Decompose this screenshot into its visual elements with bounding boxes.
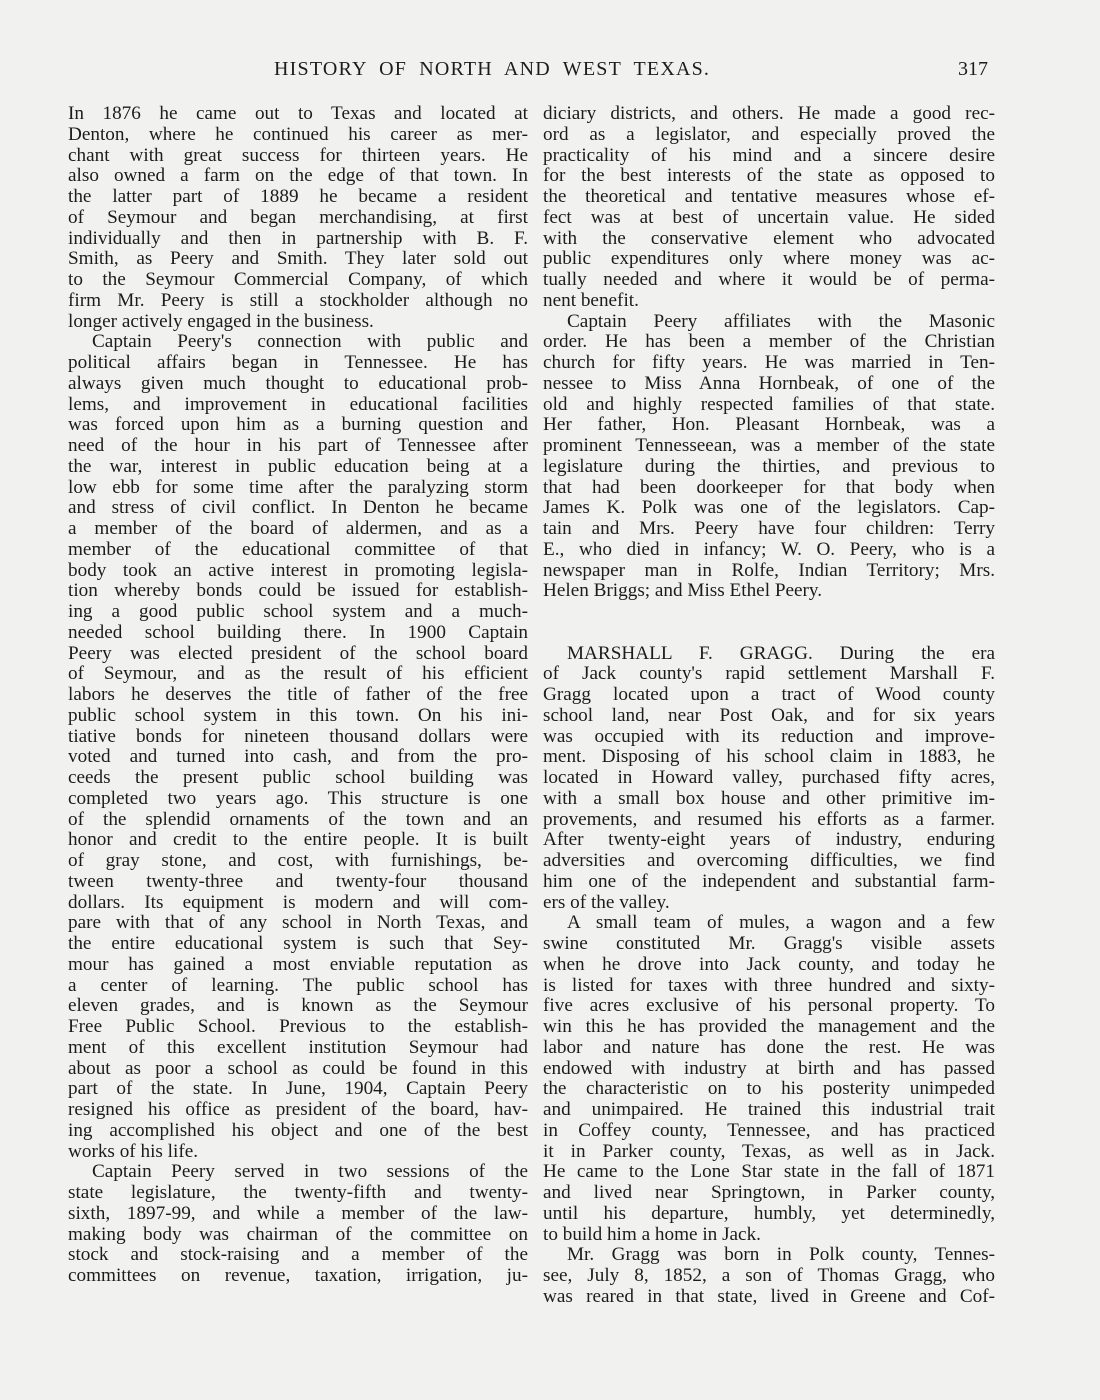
text-line: until his departure, humbly, yet determinedly, — [543, 1202, 995, 1224]
text-line: In 1876 he came out to Texas and located at — [68, 103, 528, 124]
text-line: sixth, 1897-99, and while a member of the law- — [68, 1202, 528, 1224]
text-line: pare with that of any school in North Texas, and — [68, 912, 528, 934]
text-line: diciary districts, and others. He made a good rec- — [543, 103, 995, 124]
text-line: public school system in this town. On his ini- — [68, 704, 528, 726]
text-line: that had been doorkeeper for that body when — [543, 476, 995, 498]
text-line: ing a good public school system and a much- — [68, 601, 528, 622]
text-line: low ebb for some time after the paralyzing storm — [68, 476, 528, 498]
text-line: adversities and overcoming difficulties, we find — [543, 850, 995, 871]
text-line: swine constituted Mr. Gragg's visible assets — [543, 933, 995, 954]
text-line: dollars. Its equipment is modern and will com- — [68, 891, 528, 913]
text-line: body took an active interest in promoting legisla- — [68, 559, 528, 581]
text-line: honor and credit to the entire people. It is built — [68, 829, 528, 851]
text-line: prominent Tennesseean, was a member of the state — [543, 435, 995, 456]
text-line: Smith, as Peery and Smith. They later sold out — [68, 248, 528, 270]
text-line: of Seymour and began merchandising, at first — [68, 206, 528, 228]
text-line: him one of the independent and substantial farm- — [543, 870, 995, 892]
text-line: needed school building there. In 1900 Captain — [68, 621, 528, 643]
text-line: mour has gained a most enviable reputation as — [68, 953, 528, 975]
text-line: endowed with industry at birth and has passed — [543, 1057, 995, 1079]
text-line: tween twenty-three and twenty-four thousand — [68, 870, 528, 892]
text-line: labor and nature has done the rest. He was — [543, 1036, 995, 1058]
text-line: committees on revenue, taxation, irrigation, ju- — [68, 1265, 528, 1286]
text-line: was forced upon him as a burning question and — [68, 414, 528, 436]
text-line: tain and Mrs. Peery have four children: Terry — [543, 518, 995, 539]
text-line: stock and stock-raising and a member of the — [68, 1244, 528, 1266]
text-line: tion whereby bonds could be issued for establish- — [68, 580, 528, 602]
text-line: labors he deserves the title of father of the free — [68, 684, 528, 705]
text-line: was occupied with its reduction and improve- — [543, 725, 995, 747]
text-line: nessee to Miss Anna Hornbeak, of one of the — [543, 372, 995, 394]
text-line: Captain Peery served in two sessions of the — [92, 1161, 528, 1183]
text-line: nent benefit. — [543, 289, 639, 311]
text-line: see, July 8, 1852, a son of Thomas Gragg, who — [543, 1265, 995, 1286]
text-line: James K. Polk was one of the legislators. Cap- — [543, 497, 995, 519]
text-line: Helen Briggs; and Miss Ethel Peery. — [543, 580, 823, 602]
text-line: Peery was elected president of the school board — [68, 642, 528, 664]
text-line: legislature during the thirties, and previous to — [543, 455, 995, 477]
text-line: was reared in that state, lived in Greene and Cof- — [543, 1285, 995, 1307]
running-header — [0, 58, 1100, 84]
text-line: of gray stone, and cost, with furnishings, be- — [68, 850, 528, 871]
text-line: practicality of his mind and a sincere desire — [543, 144, 995, 166]
text-line: Mr. Gragg was born in Polk county, Tennes- — [567, 1244, 995, 1266]
text-line: eleven grades, and is known as the Seymour — [68, 995, 528, 1017]
text-line: Captain Peery's connection with public and — [92, 331, 528, 353]
right-column — [543, 104, 995, 1308]
text-line: completed two years ago. This structure is one — [68, 787, 528, 809]
left-column — [68, 104, 528, 1287]
text-line: to build him a home in Jack. — [543, 1223, 761, 1245]
text-line: the characteristic on to his posterity unimpeded — [543, 1078, 995, 1100]
text-line: five acres exclusive of his personal property. To — [543, 995, 995, 1017]
text-line: E., who died in infancy; W. O. Peery, who is a — [543, 538, 995, 560]
text-line: the entire educational system is such that Sey- — [68, 933, 528, 954]
text-line: state legislature, the twenty-fifth and twenty- — [68, 1182, 528, 1203]
text-line: always given much thought to educational prob- — [68, 372, 528, 394]
text-line: with the conservative element who advocated — [543, 227, 995, 249]
text-line: need of the hour in his part of Tennessee after — [68, 435, 528, 456]
text-line: is listed for taxes with three hundred and sixty- — [543, 974, 995, 996]
text-line: works of his life. — [68, 1140, 199, 1162]
text-line: fect was at best of uncertain value. He sided — [543, 206, 995, 228]
text-line: and unimpaired. He trained this industrial trait — [543, 1099, 995, 1120]
text-line: it in Parker county, Texas, as well as in Jack. — [543, 1140, 995, 1162]
text-line: when he drove into Jack county, and today he — [543, 953, 995, 975]
text-line: He came to the Lone Star state in the fall of 1871 — [543, 1161, 995, 1183]
text-line: Her father, Hon. Pleasant Hornbeak, was a — [543, 414, 995, 436]
text-line: and lived near Springtown, in Parker county, — [543, 1182, 995, 1203]
text-line: resigned his office as president of the board, hav- — [68, 1099, 528, 1120]
text-line: of Seymour, and as the result of his efficient — [68, 663, 528, 685]
text-line: After twenty-eight years of industry, enduring — [543, 829, 995, 851]
text-line: the war, interest in public education being at a — [68, 455, 528, 477]
text-line: the latter part of 1889 he became a resident — [68, 186, 528, 207]
page-number: 317 — [958, 58, 988, 80]
text-line: public expenditures only where money was ac- — [543, 248, 995, 270]
text-line: ment of this excellent institution Seymour had — [68, 1036, 528, 1058]
text-line: A small team of mules, a wagon and a few — [567, 912, 995, 934]
text-line: of the splendid ornaments of the town and an — [68, 808, 528, 830]
text-line: Captain Peery affiliates with the Masonic — [567, 310, 995, 332]
blank-line — [543, 602, 995, 623]
text-line: church for fifty years. He was married in Ten- — [543, 352, 995, 373]
text-line: tually needed and where it would be of perma- — [543, 269, 995, 290]
text-line: firm Mr. Peery is still a stockholder although no — [68, 289, 528, 311]
text-line: voted and turned into cash, and from the pro- — [68, 746, 528, 768]
text-line: chant with great success for thirteen years. He — [68, 144, 528, 166]
text-line: for the best interests of the state as opposed to — [543, 165, 995, 187]
text-line: school land, near Post Oak, and for six years — [543, 704, 995, 726]
text-line: individually and then in partnership with B. F. — [68, 227, 528, 249]
text-line: order. He has been a member of the Christian — [543, 331, 995, 353]
running-title: HISTORY OF NORTH AND WEST TEXAS. — [274, 58, 711, 80]
text-line: located in Howard valley, purchased fifty acres, — [543, 767, 995, 788]
text-line: ord as a legislator, and especially proved the — [543, 123, 995, 145]
text-line: a member of the board of aldermen, and as a — [68, 518, 528, 539]
blank-line — [543, 623, 995, 644]
text-line: win this he has provided the management and the — [543, 1016, 995, 1037]
text-line: tiative bonds for nineteen thousand dollars were — [68, 725, 528, 747]
text-line: part of the state. In June, 1904, Captain Peery — [68, 1078, 528, 1100]
text-line: and stress of civil conflict. In Denton he became — [68, 497, 528, 519]
text-line: MARSHALL F. GRAGG. During the era — [567, 642, 995, 664]
text-line: longer actively engaged in the business. — [68, 310, 374, 332]
text-line: political affairs began in Tennessee. He has — [68, 352, 528, 373]
text-line: ment. Disposing of his school claim in 1883, he — [543, 746, 995, 768]
text-line: of Jack county's rapid settlement Marshall F. — [543, 663, 995, 685]
text-line: ing accomplished his object and one of the best — [68, 1119, 528, 1141]
text-line: member of the educational committee of that — [68, 538, 528, 560]
text-line: old and highly respected families of that state. — [543, 393, 995, 415]
text-line: lems, and improvement in educational facilities — [68, 393, 528, 415]
text-line: Free Public School. Previous to the establish- — [68, 1016, 528, 1037]
text-line: a center of learning. The public school has — [68, 974, 528, 996]
text-line: to the Seymour Commercial Company, of which — [68, 269, 528, 290]
text-line: the theoretical and tentative measures whose ef- — [543, 186, 995, 207]
text-line: Gragg located upon a tract of Wood county — [543, 684, 995, 705]
text-line: ceeds the present public school building was — [68, 767, 528, 788]
text-line: in Coffey county, Tennessee, and has practiced — [543, 1119, 995, 1141]
text-line: about as poor a school as could be found in this — [68, 1057, 528, 1079]
text-line: with a small box house and other primitive im- — [543, 787, 995, 809]
text-line: newspaper man in Rolfe, Indian Territory; Mrs. — [543, 559, 995, 581]
text-line: Denton, where he continued his career as mer- — [68, 123, 528, 145]
text-line: also owned a farm on the edge of that town. In — [68, 165, 528, 187]
text-line: provements, and resumed his efforts as a farmer. — [543, 808, 995, 830]
text-line: making body was chairman of the committee on — [68, 1223, 528, 1245]
text-line: ers of the valley. — [543, 891, 670, 913]
